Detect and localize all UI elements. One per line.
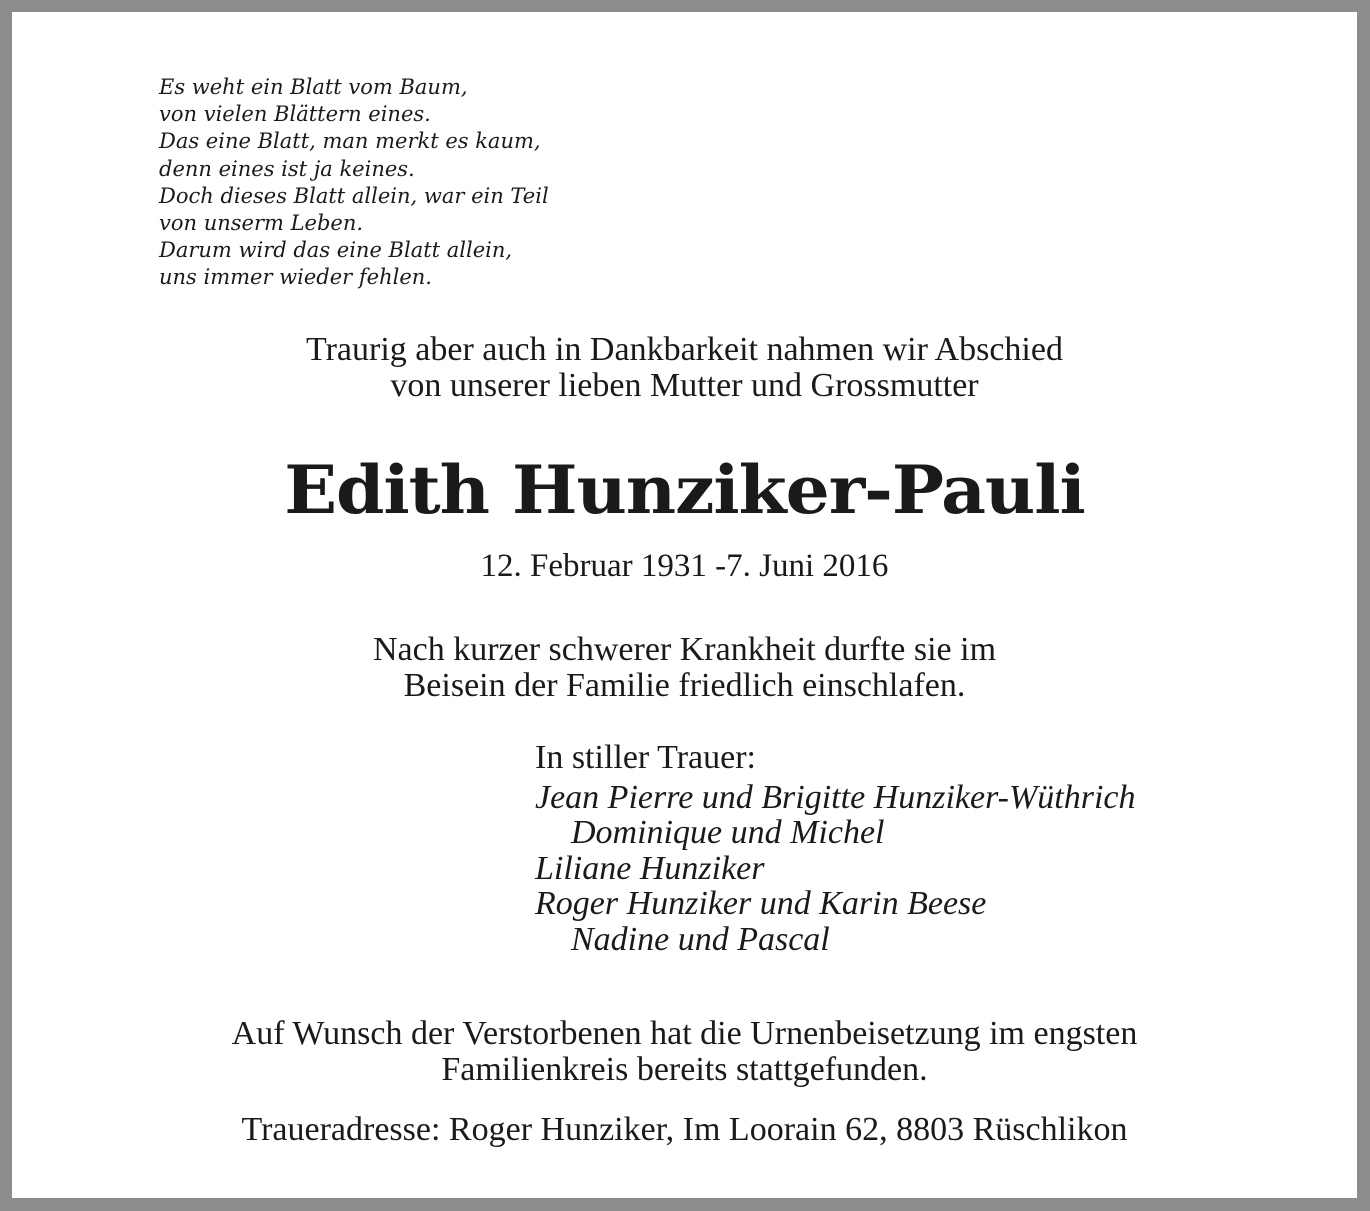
passing-note [12,632,1357,704]
mourners-block [535,740,1135,957]
poem-line: Doch dieses Blatt allein, war ein Teil [159,183,549,208]
poem-line: von unserm Leben. [159,211,364,236]
poem-line: von vielen Blättern eines. [159,102,431,127]
life-dates: 12. Februar 1931 -7. Juni 2016 [480,548,889,584]
mourning-address: Traueradresse: Roger Hunziker, Im Loorain 62, 8803 Rüschlikon [241,1111,1128,1148]
mourners-list [535,780,1135,958]
deceased-name: Edith Hunziker-Pauli [284,451,1085,529]
mourner-entry: Liliane Hunziker [535,849,765,887]
poem-line: Es weht ein Blatt vom Baum, [159,75,468,99]
mourners-heading: In stiller Trauer: [535,739,756,776]
passing-line: Nach kurzer schwerer Krankheit durfte sie im [372,631,997,668]
poem-line: Darum wird das eine Blatt allein, [159,238,513,263]
farewell-intro [12,332,1357,404]
poem-line: Das eine Blatt, man merkt es kaum, [159,129,541,154]
passing-line: Beisein der Familie friedlich einschlafen. [403,667,966,704]
burial-note [12,1016,1357,1088]
burial-line: Auf Wunsch der Verstorbenen hat die Urnenbeisetzung im engsten [231,1015,1138,1052]
mourner-entry: Dominique und Michel [571,814,885,851]
obituary-page [12,12,1357,1198]
poem-line: denn eines ist ja keines. [159,156,415,181]
poem-line: uns immer wieder fehlen. [159,265,432,290]
poem [159,74,549,292]
mourner-entry: Nadine und Pascal [571,920,830,958]
burial-line: Familienkreis bereits stattgefunden. [441,1051,928,1088]
intro-line: von unserer lieben Mutter und Grossmutter [390,367,979,404]
mourner-entry: Roger Hunziker und Karin Beese [535,885,987,922]
mourner-entry: Jean Pierre und Brigitte Hunziker-Wüthrich [535,778,1136,816]
intro-line: Traurig aber auch in Dankbarkeit nahmen wir Abschied [306,331,1063,368]
